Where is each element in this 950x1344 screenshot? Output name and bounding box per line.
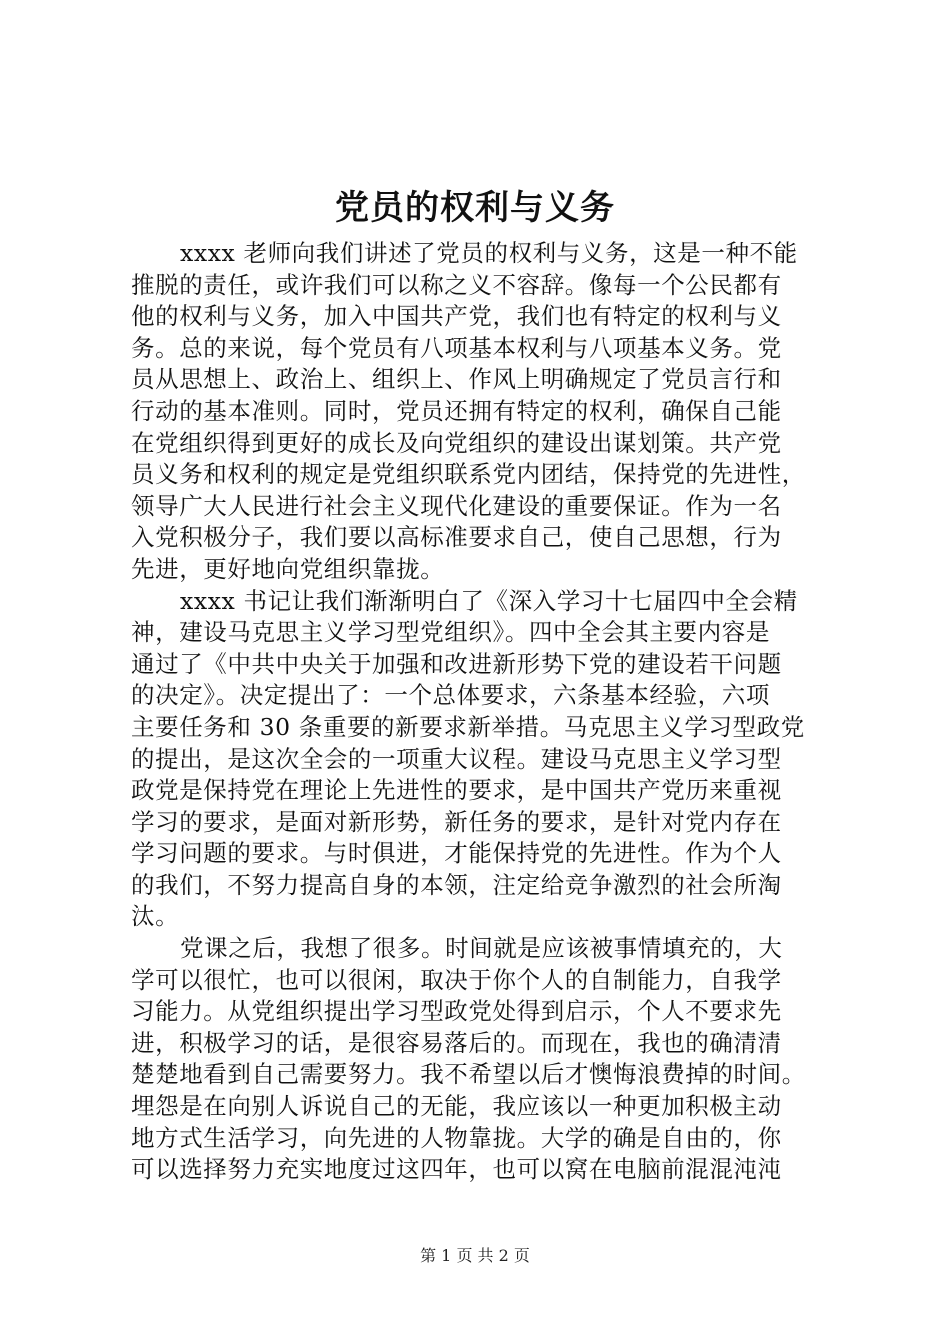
text-line: 进，积极学习的话，是很容易落后的。而现在，我也的确清清 <box>131 1028 782 1057</box>
paragraph-1 <box>131 238 829 586</box>
text-line: 的我们，不努力提高自身的本领，注定给竞争激烈的社会所淘 <box>131 870 782 899</box>
text-line: 先进，更好地向党组织靠拢。 <box>131 554 445 583</box>
text-line: 学可以很忙，也可以很闲，取决于你个人的自制能力，自我学 <box>131 965 782 994</box>
document-title: 党员的权利与义务 <box>335 188 615 228</box>
text-line: 的决定》。决定提出了：一个总体要求，六条基本经验，六项 <box>131 681 770 710</box>
text-line: 埋怨是在向别人诉说自己的无能，我应该以一种更加积极主动 <box>131 1092 782 1121</box>
text-line: 政党是保持党在理论上先进性的要求，是中国共产党历来重视 <box>131 776 782 805</box>
text-line: 习能力。从党组织提出学习型政党处得到启示，个人不要求先 <box>131 997 782 1026</box>
text-line: 员义务和权利的规定是党组织联系党内团结，保持党的先进性， <box>131 460 806 489</box>
text-line: 通过了《中共中央关于加强和改进新形势下党的建设若干问题 <box>131 649 782 678</box>
text-line: 入党积极分子，我们要以高标准要求自己，使自己思想，行为 <box>131 523 782 552</box>
text-line: 务。总的来说，每个党员有八项基本权利与八项基本义务。党 <box>131 333 782 362</box>
text-line: 在党组织得到更好的成长及向党组织的建设出谋划策。共产党 <box>131 428 782 457</box>
text-line: 楚楚地看到自己需要努力。我不希望以后才懊悔浪费掉的时间。 <box>131 1060 806 1089</box>
text-line: 神，建设马克思主义学习型党组织》。四中全会其主要内容是 <box>131 618 770 647</box>
text-line: 可以选择努力充实地度过这四年，也可以窝在电脑前混混沌沌 <box>131 1155 782 1184</box>
text-line: 汰。 <box>131 902 180 931</box>
text-line: xxxx 老师向我们讲述了党员的权利与义务，这是一种不能 <box>180 239 798 267</box>
page-number-footer: 第 1 页 共 2 页 <box>420 1246 530 1265</box>
text-line: 主要任务和 30 条重要的新要求新举措。马克思主义学习型政党 <box>131 712 805 741</box>
text-line: 他的权利与义务，加入中国共产党，我们也有特定的权利与义 <box>131 302 782 331</box>
text-line: 推脱的责任，或许我们可以称之义不容辞。像每一个公民都有 <box>131 270 782 299</box>
text-line: 员从思想上、政治上、组织上、作风上明确规定了党员言行和 <box>131 365 782 394</box>
text-line: 行动的基本准则。同时，党员还拥有特定的权利，确保自己能 <box>131 396 782 425</box>
paragraph-3 <box>131 933 829 1186</box>
paragraph-2 <box>131 586 829 934</box>
document-body <box>131 238 829 1186</box>
text-line: 领导广大人民进行社会主义现代化建设的重要保证。作为一名 <box>131 491 782 520</box>
text-line: 地方式生活学习，向先进的人物靠拢。大学的确是自由的，你 <box>131 1123 782 1152</box>
text-line: 党课之后，我想了很多。时间就是应该被事情填充的，大 <box>180 934 783 963</box>
text-line: 学习问题的要求。与时俱进，才能保持党的先进性。作为个人 <box>131 839 782 868</box>
text-line: 的提出，是这次全会的一项重大议程。建设马克思主义学习型 <box>131 744 782 773</box>
text-line: 学习的要求，是面对新形势，新任务的要求，是针对党内存在 <box>131 807 782 836</box>
text-line: xxxx 书记让我们渐渐明白了《深入学习十七届四中全会精 <box>180 586 798 615</box>
